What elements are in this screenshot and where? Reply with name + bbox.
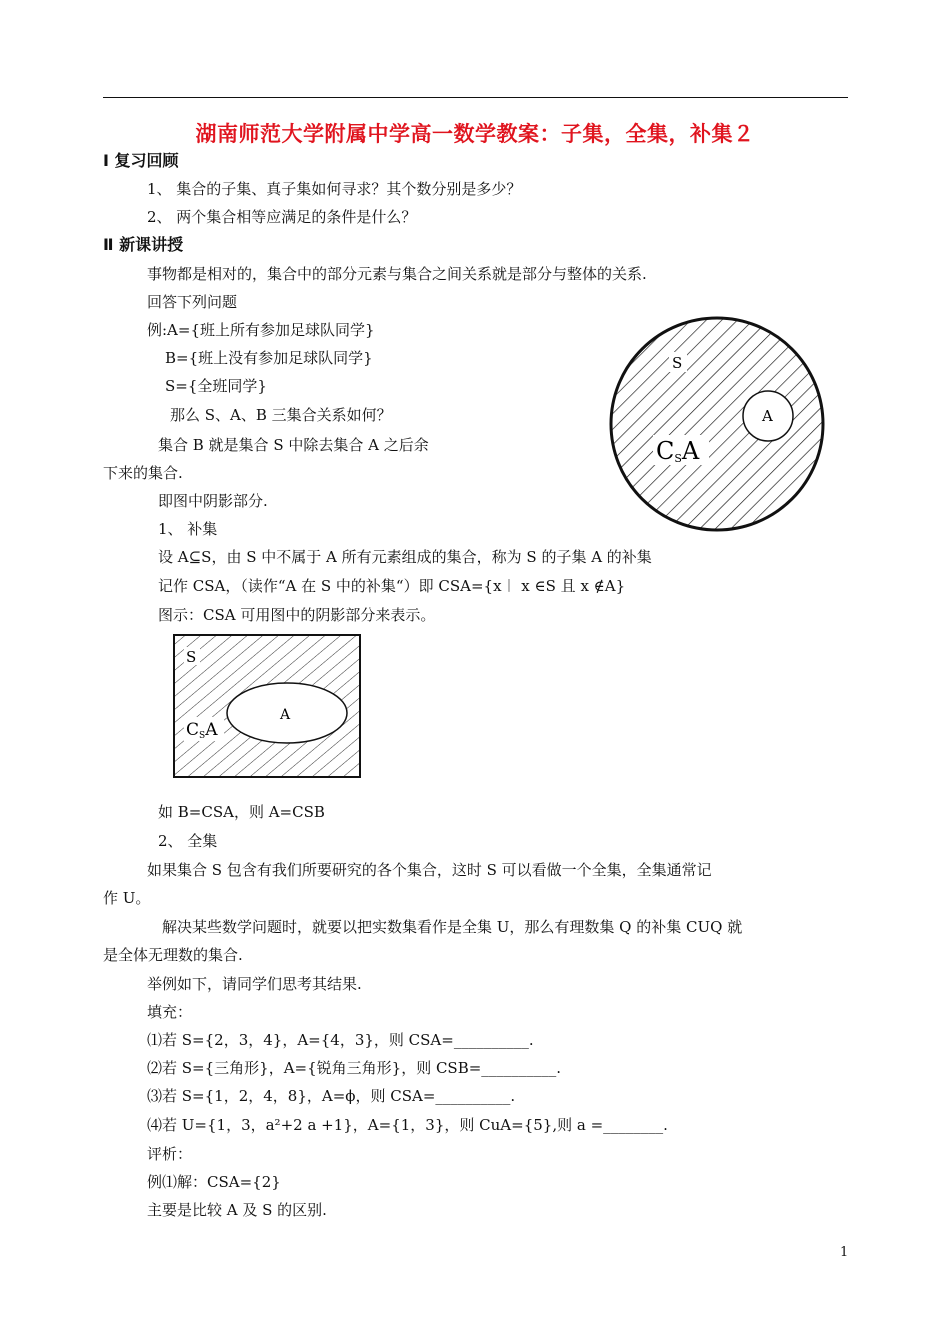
section-heading-review: Ⅰ 复习回顾 bbox=[103, 151, 179, 170]
circle-venn-diagram bbox=[605, 312, 830, 537]
paragraph: 举例如下，请同学们思考其结果. bbox=[147, 975, 362, 993]
paragraph: 那么 S、A、B 三集合关系如何？ bbox=[170, 406, 392, 424]
paragraph: 事物都是相对的，集合中的部分元素与集合之间关系就是部分与整体的关系. bbox=[147, 265, 647, 283]
paragraph: 下来的集合. bbox=[103, 464, 183, 482]
paragraph: 如 B=CSA，则 A=CSB bbox=[158, 803, 325, 821]
paragraph: 即图中阴影部分. bbox=[158, 492, 268, 510]
paragraph: 作 U。 bbox=[103, 889, 151, 907]
paragraph: 记作 CSA，（读作“A 在 S 中的补集“）即 CSA={x︱ x ∈S 且 x ∉A} bbox=[158, 577, 626, 595]
label-complement: CSA bbox=[186, 720, 218, 741]
fill-item-4: ⑷若 U={1，3，a²+2 a +1}，A={1，3}，则 CuA={5},则 a =________. bbox=[147, 1116, 668, 1134]
paragraph: 集合 B 就是集合 S 中除去集合 A 之后余 bbox=[158, 436, 429, 454]
label-s: S bbox=[186, 648, 197, 666]
label-complement: CSA bbox=[656, 437, 700, 465]
paragraph: 2、 全集 bbox=[158, 832, 218, 850]
label-s: S bbox=[672, 354, 683, 372]
paragraph: 例:A={班上所有参加足球队同学} bbox=[147, 321, 375, 339]
paragraph: 设 A⊆S，由 S 中不属于 A 所有元素组成的集合，称为 S 的子集 A 的补集 bbox=[158, 548, 652, 566]
label-a: A bbox=[762, 407, 773, 425]
paragraph: 图示：CSA 可用图中的阴影部分来表示。 bbox=[158, 606, 436, 624]
fill-item-1: ⑴若 S={2，3，4}，A={4，3}，则 CSA=__________. bbox=[147, 1031, 534, 1049]
header-rule bbox=[103, 97, 848, 98]
paragraph: 1、 补集 bbox=[158, 520, 218, 538]
paragraph: 是全体无理数的集合. bbox=[103, 946, 243, 964]
rect-venn-diagram bbox=[172, 633, 362, 779]
section-heading-new: Ⅱ 新课讲授 bbox=[103, 235, 184, 254]
fill-item-2: ⑵若 S={三角形}，A={锐角三角形}，则 CSB=__________. bbox=[147, 1059, 562, 1077]
paragraph: 填充： bbox=[147, 1003, 193, 1021]
paragraph: S={全班同学} bbox=[165, 377, 267, 395]
paragraph: 主要是比较 A 及 S 的区别. bbox=[147, 1201, 327, 1219]
review-item-2: 2、 两个集合相等应满足的条件是什么？ bbox=[147, 208, 417, 226]
page-number: 1 bbox=[840, 1245, 849, 1260]
fill-item-3: ⑶若 S={1，2，4，8}，A=ϕ，则 CSA=__________. bbox=[147, 1087, 516, 1105]
page-title: 湖南师范大学附属中学高一数学教案：子集，全集，补集２ bbox=[195, 122, 755, 146]
review-item-1: 1、 集合的子集、真子集如何寻求？其个数分别是多少？ bbox=[147, 180, 522, 198]
paragraph: 如果集合 S 包含有我们所要研究的各个集合，这时 S 可以看做一个全集，全集通常记 bbox=[147, 861, 712, 879]
paragraph: B={班上没有参加足球队同学} bbox=[165, 349, 373, 367]
paragraph: 评析： bbox=[147, 1145, 193, 1163]
label-a: A bbox=[280, 707, 291, 723]
paragraph: 回答下列问题 bbox=[147, 293, 238, 311]
paragraph: 解决某些数学问题时，就要以把实数集看作是全集 U，那么有理数集 Q 的补集 CUQ 就 bbox=[162, 918, 743, 936]
paragraph: 例⑴解：CSA={2} bbox=[147, 1173, 281, 1191]
